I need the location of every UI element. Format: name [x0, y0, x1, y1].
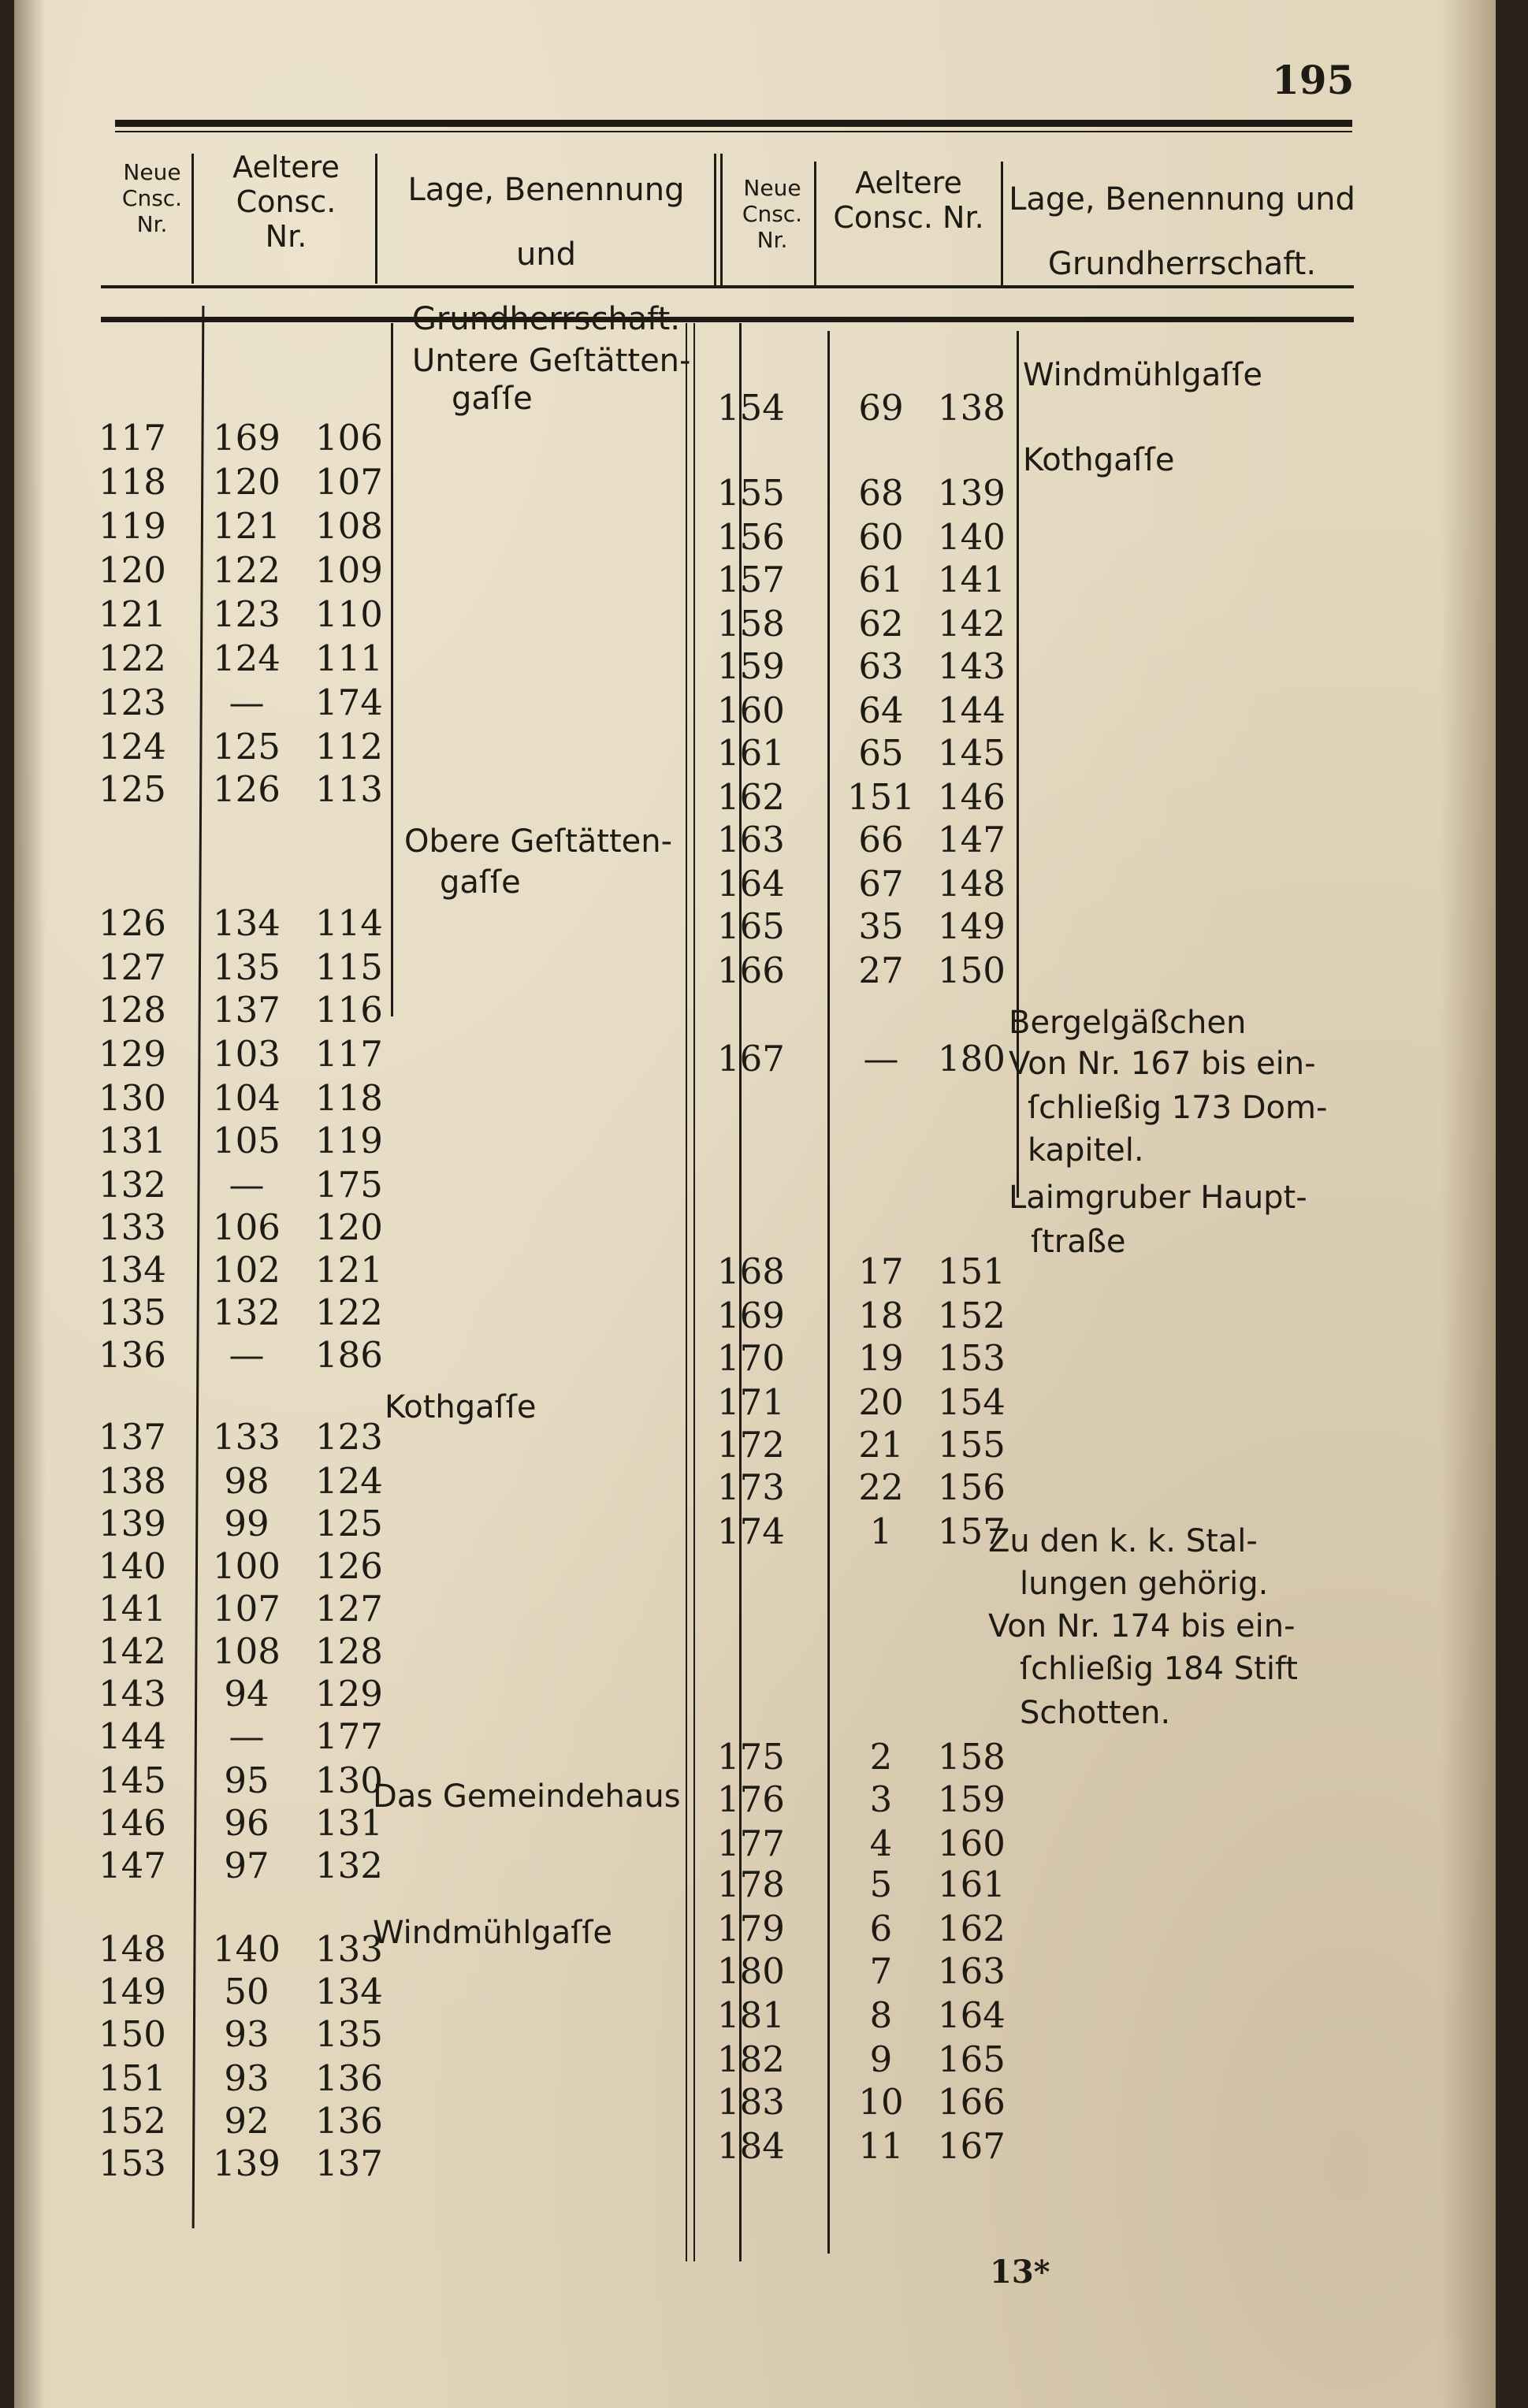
right-extra-nr: 166 — [938, 2081, 1006, 2123]
left-aeltere-nr: 122 — [213, 549, 281, 591]
right-aeltere-nr: 61 — [858, 559, 904, 600]
location-kothgasse-left: Kothgaſſe — [385, 1389, 537, 1425]
right-neue-nr: 165 — [717, 905, 785, 947]
left-extra-nr: 125 — [315, 1503, 383, 1544]
right-extra-nr: 162 — [938, 1908, 1006, 1949]
left-extra-nr: 131 — [315, 1802, 383, 1844]
right-aeltere-nr: 2 — [869, 1736, 893, 1778]
right-extra-nr: 141 — [938, 559, 1006, 600]
right-aeltere-nr: 20 — [858, 1381, 904, 1423]
right-aeltere-nr: 21 — [858, 1424, 904, 1466]
right-neue-nr: 176 — [717, 1778, 785, 1820]
note-von-174: Von Nr. 174 bis ein- — [988, 1608, 1296, 1644]
right-aeltere-nr: 69 — [858, 387, 904, 429]
right-neue-nr: 174 — [717, 1511, 785, 1552]
left-aeltere-nr: — — [229, 1715, 265, 1757]
location-obere-gestaettengasse-cont: gaſſe — [440, 864, 521, 901]
right-extra-nr: 143 — [938, 645, 1006, 687]
right-neue-nr: 154 — [717, 387, 785, 429]
left-neue-nr: 122 — [99, 637, 166, 679]
left-neue-nr: 118 — [99, 461, 166, 503]
left-extra-nr: 116 — [315, 989, 383, 1031]
left-aeltere-nr: 139 — [213, 2142, 281, 2184]
left-neue-nr: 117 — [99, 417, 166, 459]
book-page — [14, 0, 1496, 2408]
right-neue-nr: 167 — [717, 1038, 785, 1080]
left-extra-nr: 106 — [315, 417, 383, 459]
right-extra-nr: 161 — [938, 1864, 1006, 1905]
right-extra-nr: 144 — [938, 689, 1006, 731]
left-aeltere-nr: 100 — [213, 1545, 281, 1587]
right-extra-nr: 148 — [938, 863, 1006, 905]
header-neue: Neue Cnsc. Nr. — [121, 159, 183, 237]
right-neue-nr: 161 — [717, 732, 785, 774]
left-aeltere-nr: 108 — [213, 1630, 281, 1672]
note-von-174-cont: ſchließig 184 Stift — [1020, 1651, 1298, 1687]
left-extra-nr: 110 — [315, 593, 383, 635]
right-neue-nr: 172 — [717, 1424, 785, 1466]
left-aeltere-nr: 105 — [213, 1120, 281, 1161]
header-divider — [191, 154, 194, 284]
right-extra-nr: 154 — [938, 1381, 1006, 1423]
header-divider — [1001, 162, 1003, 288]
left-neue-nr: 148 — [99, 1928, 166, 1970]
left-neue-nr: 130 — [99, 1077, 166, 1119]
left-extra-nr: 124 — [315, 1460, 383, 1502]
left-extra-nr: 127 — [315, 1588, 383, 1629]
header-divider — [375, 154, 377, 284]
left-extra-nr: 113 — [315, 768, 383, 810]
right-extra-nr: 152 — [938, 1295, 1006, 1336]
left-neue-nr: 146 — [99, 1802, 166, 1844]
right-aeltere-nr: 9 — [869, 2038, 893, 2080]
left-neue-nr: 142 — [99, 1630, 166, 1672]
right-neue-nr: 180 — [717, 1950, 785, 1992]
right-neue-nr: 184 — [717, 2125, 785, 2167]
location-obere-gestaettengasse: Obere Geſtätten- — [404, 823, 673, 860]
left-extra-nr: 121 — [315, 1249, 383, 1291]
left-aeltere-nr: 95 — [224, 1760, 270, 1801]
left-neue-nr: 123 — [99, 682, 166, 723]
right-neue-nr: 157 — [717, 559, 785, 600]
right-extra-nr: 164 — [938, 1994, 1006, 2036]
left-extra-nr: 132 — [315, 1845, 383, 1886]
right-aeltere-nr: 65 — [858, 732, 904, 774]
left-neue-nr: 149 — [99, 1971, 166, 2012]
right-extra-nr: 147 — [938, 819, 1006, 860]
left-extra-nr: 135 — [315, 2013, 383, 2055]
right-extra-nr: 149 — [938, 905, 1006, 947]
left-neue-nr: 129 — [99, 1033, 166, 1075]
left-neue-nr: 138 — [99, 1460, 166, 1502]
header-aeltere: Aeltere Consc. Nr. — [232, 150, 340, 254]
left-aeltere-nr: 102 — [213, 1249, 281, 1291]
right-aeltere-nr: 67 — [858, 863, 904, 905]
left-extra-nr: 114 — [315, 902, 383, 944]
right-extra-nr: 145 — [938, 732, 1006, 774]
right-extra-nr: 150 — [938, 949, 1006, 991]
right-neue-nr: 177 — [717, 1823, 785, 1864]
right-aeltere-nr: 18 — [858, 1295, 904, 1336]
header-lage: Lage, Benennung und Grundherrschaft. — [407, 172, 685, 337]
left-neue-nr: 134 — [99, 1249, 166, 1291]
left-neue-nr: 145 — [99, 1760, 166, 1801]
right-neue-nr: 171 — [717, 1381, 785, 1423]
left-aeltere-nr: 133 — [213, 1416, 281, 1458]
left-aeltere-nr: 99 — [224, 1503, 270, 1544]
header-divider — [814, 162, 816, 288]
location-windmuehlgasse-right: Windmühlgaſſe — [1023, 357, 1262, 393]
left-aeltere-nr: 120 — [213, 461, 281, 503]
right-neue-nr: 163 — [717, 819, 785, 860]
header-divider — [720, 154, 723, 288]
left-neue-nr: 153 — [99, 2142, 166, 2184]
right-aeltere-nr: 7 — [869, 1950, 893, 1992]
right-extra-nr: 156 — [938, 1466, 1006, 1508]
note-stallungen-cont: lungen gehörig. — [1020, 1566, 1269, 1602]
right-neue-nr: 179 — [717, 1908, 785, 1949]
left-neue-nr: 136 — [99, 1334, 166, 1376]
left-extra-nr: 108 — [315, 505, 383, 547]
left-extra-nr: 133 — [315, 1928, 383, 1970]
left-aeltere-nr: 98 — [224, 1460, 270, 1502]
right-aeltere-nr: 68 — [858, 472, 904, 514]
left-neue-nr: 147 — [99, 1845, 166, 1886]
right-aeltere-nr: 151 — [847, 776, 915, 818]
right-neue-nr: 155 — [717, 472, 785, 514]
note-von-167-cont: ſchließig 173 Dom- — [1028, 1090, 1328, 1126]
right-aeltere-nr: 17 — [858, 1250, 904, 1292]
left-neue-nr: 126 — [99, 902, 166, 944]
right-neue-nr: 169 — [717, 1295, 785, 1336]
right-aeltere-nr: 35 — [858, 905, 904, 947]
left-neue-nr: 120 — [99, 549, 166, 591]
left-aeltere-nr: 93 — [224, 2013, 270, 2055]
signature-mark: 13* — [990, 2254, 1050, 2291]
left-extra-nr: 137 — [315, 2142, 383, 2184]
right-extra-nr: 146 — [938, 776, 1006, 818]
column-divider — [693, 323, 695, 2261]
right-neue-nr: 160 — [717, 689, 785, 731]
left-aeltere-nr: 126 — [213, 768, 281, 810]
left-extra-nr: 129 — [315, 1673, 383, 1715]
right-aeltere-nr: 3 — [869, 1778, 893, 1820]
right-extra-nr: 155 — [938, 1424, 1006, 1466]
right-extra-nr: 160 — [938, 1823, 1006, 1864]
left-extra-nr: 136 — [315, 2100, 383, 2142]
right-aeltere-nr: 4 — [869, 1823, 893, 1864]
right-aeltere-nr: 64 — [858, 689, 904, 731]
left-extra-nr: 111 — [315, 637, 383, 679]
note-von-174-end: Schotten. — [1020, 1695, 1171, 1731]
header-neue-right: Neue Cnsc. Nr. — [742, 175, 803, 253]
right-aeltere-nr: 63 — [858, 645, 904, 687]
right-aeltere-nr: 62 — [858, 603, 904, 645]
left-extra-nr: 118 — [315, 1077, 383, 1119]
left-extra-nr: 134 — [315, 1971, 383, 2012]
left-aeltere-nr: 50 — [224, 1971, 270, 2012]
left-extra-nr: 119 — [315, 1120, 383, 1161]
right-aeltere-nr: 66 — [858, 819, 904, 860]
note-von-167-end: kapitel. — [1028, 1132, 1144, 1169]
right-extra-nr: 153 — [938, 1337, 1006, 1379]
right-neue-nr: 159 — [717, 645, 785, 687]
location-kothgasse-right: Kothgaſſe — [1023, 442, 1175, 478]
left-extra-nr: 109 — [315, 549, 383, 591]
left-aeltere-nr: 123 — [213, 593, 281, 635]
right-extra-nr: 139 — [938, 472, 1006, 514]
right-neue-nr: 158 — [717, 603, 785, 645]
left-aeltere-nr: 107 — [213, 1588, 281, 1629]
location-windmuehlgasse-left: Windmühlgaſſe — [373, 1915, 612, 1951]
left-extra-nr: 122 — [315, 1291, 383, 1333]
right-aeltere-nr: 11 — [858, 2125, 904, 2167]
left-aeltere-nr: 97 — [224, 1845, 270, 1886]
note-stallungen: Zu den k. k. Stal- — [988, 1523, 1258, 1559]
left-extra-nr: 128 — [315, 1630, 383, 1672]
left-aeltere-nr: 124 — [213, 637, 281, 679]
left-extra-nr: 130 — [315, 1760, 383, 1801]
right-neue-nr: 162 — [717, 776, 785, 818]
right-extra-nr: 180 — [938, 1038, 1006, 1080]
right-aeltere-nr: — — [863, 1038, 899, 1080]
header-divider — [714, 154, 716, 288]
right-aeltere-nr: 19 — [858, 1337, 904, 1379]
location-laimgruber-hauptstrasse-cont: ſtraße — [1031, 1224, 1126, 1260]
left-aeltere-nr: — — [229, 1164, 265, 1206]
left-aeltere-nr: — — [229, 682, 265, 723]
right-neue-nr: 170 — [717, 1337, 785, 1379]
right-neue-nr: 164 — [717, 863, 785, 905]
right-extra-nr: 163 — [938, 1950, 1006, 1992]
left-aeltere-nr: 92 — [224, 2100, 270, 2142]
right-neue-nr: 182 — [717, 2038, 785, 2080]
column-divider — [686, 323, 687, 2261]
right-extra-nr: 157 — [938, 1511, 1006, 1552]
location-gemeindehaus: Das Gemeindehaus — [373, 1778, 681, 1815]
left-neue-nr: 144 — [99, 1715, 166, 1757]
right-neue-nr: 156 — [717, 516, 785, 558]
right-aeltere-nr: 10 — [858, 2081, 904, 2123]
left-neue-nr: 128 — [99, 989, 166, 1031]
left-aeltere-nr: 104 — [213, 1077, 281, 1119]
left-extra-nr: 136 — [315, 2057, 383, 2099]
header-bottom-thick-rule — [101, 317, 1354, 322]
left-neue-nr: 150 — [99, 2013, 166, 2055]
right-extra-nr: 142 — [938, 603, 1006, 645]
left-extra-nr: 123 — [315, 1416, 383, 1458]
left-extra-nr: 186 — [315, 1334, 383, 1376]
right-aeltere-nr: 27 — [858, 949, 904, 991]
left-neue-nr: 135 — [99, 1291, 166, 1333]
right-extra-nr: 151 — [938, 1250, 1006, 1292]
right-extra-nr: 140 — [938, 516, 1006, 558]
header-aeltere-right: Aeltere Consc. Nr. — [833, 165, 984, 235]
left-aeltere-nr: 103 — [213, 1033, 281, 1075]
left-extra-nr: 175 — [315, 1164, 383, 1206]
left-extra-nr: 117 — [315, 1033, 383, 1075]
right-aeltere-nr: 1 — [869, 1511, 893, 1552]
left-neue-nr: 121 — [99, 593, 166, 635]
right-extra-nr: 167 — [938, 2125, 1006, 2167]
left-neue-nr: 139 — [99, 1503, 166, 1544]
right-aeltere-nr: 6 — [869, 1908, 893, 1949]
right-neue-nr: 183 — [717, 2081, 785, 2123]
right-neue-nr: 168 — [717, 1250, 785, 1292]
note-von-167: Von Nr. 167 bis ein- — [1009, 1046, 1316, 1082]
left-aeltere-nr: 121 — [213, 505, 281, 547]
left-extra-nr: 177 — [315, 1715, 383, 1757]
left-aeltere-nr: 106 — [213, 1206, 281, 1248]
left-neue-nr: 127 — [99, 946, 166, 988]
left-aeltere-nr: 135 — [213, 946, 281, 988]
left-neue-nr: 141 — [99, 1588, 166, 1629]
left-extra-nr: 115 — [315, 946, 383, 988]
page-edge-shadow — [1441, 0, 1496, 2408]
right-aeltere-nr: 8 — [869, 1994, 893, 2036]
right-extra-nr: 159 — [938, 1778, 1006, 1820]
right-aeltere-nr: 22 — [858, 1466, 904, 1508]
right-extra-nr: 165 — [938, 2038, 1006, 2080]
left-aeltere-nr: 125 — [213, 726, 281, 767]
left-extra-nr: 126 — [315, 1545, 383, 1587]
left-aeltere-nr: — — [229, 1334, 265, 1376]
location-bergelgaesschen: Bergelgäßchen — [1009, 1005, 1247, 1041]
right-neue-nr: 166 — [717, 949, 785, 991]
location-untere-gestaettengasse-cont: gaſſe — [452, 381, 533, 417]
right-extra-nr: 158 — [938, 1736, 1006, 1778]
left-extra-nr: 174 — [315, 682, 383, 723]
right-aeltere-nr: 5 — [869, 1864, 893, 1905]
left-neue-nr: 124 — [99, 726, 166, 767]
page-number: 195 — [1272, 57, 1355, 103]
left-extra-nr: 107 — [315, 461, 383, 503]
right-extra-nr: 138 — [938, 387, 1006, 429]
left-neue-nr: 131 — [99, 1120, 166, 1161]
location-laimgruber-hauptstrasse: Laimgruber Haupt- — [1009, 1180, 1307, 1216]
right-aeltere-nr: 60 — [858, 516, 904, 558]
header-lage-right: Lage, Benennung und Grundherrschaft. — [1009, 181, 1355, 282]
left-neue-nr: 137 — [99, 1416, 166, 1458]
left-aeltere-nr: 94 — [224, 1673, 270, 1715]
binding-shadow — [14, 0, 46, 2408]
left-aeltere-nr: 134 — [213, 902, 281, 944]
left-extra-nr: 120 — [315, 1206, 383, 1248]
left-neue-nr: 119 — [99, 505, 166, 547]
location-untere-gestaettengasse: Untere Geſtätten- — [412, 343, 691, 379]
left-aeltere-nr: 96 — [224, 1802, 270, 1844]
header-top-rule — [115, 120, 1352, 127]
left-neue-nr: 125 — [99, 768, 166, 810]
left-neue-nr: 143 — [99, 1673, 166, 1715]
left-aeltere-nr: 140 — [213, 1928, 281, 1970]
right-neue-nr: 178 — [717, 1864, 785, 1905]
left-aeltere-nr: 169 — [213, 417, 281, 459]
right-neue-nr: 173 — [717, 1466, 785, 1508]
left-extra-nr: 112 — [315, 726, 383, 767]
right-neue-nr: 175 — [717, 1736, 785, 1778]
left-aeltere-nr: 132 — [213, 1291, 281, 1333]
left-aeltere-nr: 93 — [224, 2057, 270, 2099]
header-top-thin-rule — [115, 131, 1352, 132]
right-neue-nr: 181 — [717, 1994, 785, 2036]
left-neue-nr: 140 — [99, 1545, 166, 1587]
left-neue-nr: 133 — [99, 1206, 166, 1248]
left-neue-nr: 132 — [99, 1164, 166, 1206]
left-aeltere-nr: 137 — [213, 989, 281, 1031]
left-neue-nr: 152 — [99, 2100, 166, 2142]
left-neue-nr: 151 — [99, 2057, 166, 2099]
